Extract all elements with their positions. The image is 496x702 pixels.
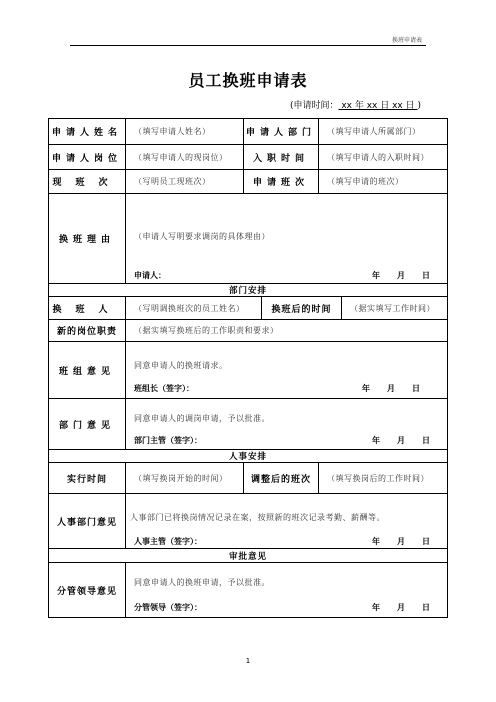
- row-dept-opinion: [49, 399, 447, 450]
- section-title-dept: 部门安排: [228, 286, 267, 296]
- date-suffix: ): [417, 101, 421, 111]
- label-hire-date: 入职时间: [244, 145, 319, 169]
- hr-manager-signature: 人事主管（签字）：: [134, 537, 202, 546]
- label-reason: 换班理由: [49, 194, 126, 283]
- day-label: 日: [422, 436, 430, 445]
- day-label: 日: [422, 537, 430, 546]
- shift-change-form: [48, 118, 448, 618]
- hr-opinion-date: [372, 536, 447, 547]
- field-team-opinion[interactable]: [126, 342, 447, 398]
- row-applicant-name: [49, 119, 447, 145]
- day-label: 日: [422, 603, 430, 612]
- field-applicant-dept[interactable]: （填写申请人所属部门）: [327, 127, 421, 136]
- row-reason: [49, 194, 447, 284]
- month-label: 月: [397, 271, 405, 280]
- team-opinion-date: [362, 383, 437, 394]
- day-label: 日: [412, 384, 420, 393]
- leader-opinion-date: [372, 602, 447, 613]
- team-leader-signature: 班组长（签字）：: [134, 384, 194, 393]
- label-requested-shift: 申请班次: [244, 170, 319, 193]
- field-requested-shift[interactable]: （填写申请的班次）: [327, 177, 404, 186]
- year-label: 年: [362, 384, 370, 393]
- field-dept-opinion[interactable]: [126, 399, 447, 449]
- applicant-signature: 申请人：: [134, 271, 166, 280]
- field-hr-opinion[interactable]: [126, 494, 447, 548]
- label-current-shift: 现班次: [49, 170, 126, 193]
- label-hr-opinion: 人事部门意见: [49, 494, 126, 548]
- row-leader-opinion: [49, 563, 447, 617]
- field-hire-date[interactable]: （填写申请人的入职时间）: [327, 152, 429, 162]
- field-effective-time[interactable]: （填写换岗开始的时间）: [126, 463, 244, 493]
- month-label: 月: [397, 436, 405, 445]
- field-adjusted-shift[interactable]: （填写换岗后的工作时间）: [327, 473, 429, 483]
- label-applicant-position: 申请人岗位: [49, 145, 126, 169]
- row-hr-opinion: [49, 494, 447, 549]
- row-applicant-position: [49, 145, 447, 170]
- date-prefix: (申请时间：: [289, 101, 339, 111]
- hr-opinion-text: 人事部门已将换岗情况记录在案，按照新的班次记录考勤、薪酬等。: [130, 513, 385, 522]
- field-applicant-position[interactable]: （填写申请人的现岗位）: [126, 145, 244, 169]
- label-new-duties: 新的岗位职责: [49, 320, 126, 341]
- year-label: 年: [372, 537, 380, 546]
- year-label: 年: [372, 271, 380, 280]
- label-leader-opinion: 分管领导意见: [49, 563, 126, 617]
- label-applicant-dept: 申请人部门: [244, 119, 319, 144]
- row-swap-person: [49, 297, 447, 320]
- reason-text: （申请人写明要求调岗的具体理由）: [134, 232, 270, 241]
- dept-manager-signature: 部门主管（签字）：: [134, 436, 202, 445]
- page-number: 1: [245, 657, 251, 665]
- year-label: 年: [372, 603, 380, 612]
- label-applicant-name: 申请人姓名: [49, 119, 126, 144]
- field-applicant-name[interactable]: （填写申请人姓名）: [126, 119, 244, 144]
- application-date: [290, 98, 421, 111]
- label-effective-time: 实行时间: [49, 463, 126, 493]
- date-value[interactable]: xx 年 xx 日 xx 日: [338, 101, 418, 111]
- label-team-opinion: 班组意见: [49, 342, 126, 398]
- running-header: 换班申请表: [391, 37, 422, 44]
- label-dept-opinion: 部门意见: [49, 399, 126, 449]
- reason-date: [372, 270, 447, 281]
- month-label: 月: [387, 384, 395, 393]
- field-swap-person[interactable]: （写明调换班次的员工姓名）: [126, 297, 262, 319]
- leader-signature: 分管领导（签字）：: [134, 603, 202, 612]
- month-label: 月: [397, 603, 405, 612]
- field-reason[interactable]: [126, 194, 447, 283]
- leader-opinion-text: 同意申请人的换班申请，予以批准。: [134, 578, 270, 587]
- label-new-time: 换班后的时间: [262, 297, 342, 319]
- section-approval: [49, 549, 447, 563]
- page-title: 员工换班申请表: [188, 71, 308, 90]
- field-leader-opinion[interactable]: [126, 563, 447, 617]
- section-dept-arrangement: [49, 284, 447, 297]
- header-rule: [70, 45, 426, 46]
- row-new-duties: [49, 320, 447, 342]
- dept-opinion-date: [372, 435, 447, 446]
- label-swap-person: 换班人: [49, 297, 126, 319]
- year-label: 年: [372, 436, 380, 445]
- section-hr-arrangement: [49, 450, 447, 463]
- field-new-duties[interactable]: （据实填写换班后的工作职责和要求）: [134, 326, 279, 335]
- field-current-shift[interactable]: （写明员工现班次）: [126, 170, 244, 193]
- section-title-approval: 审批意见: [228, 551, 267, 562]
- label-adjusted-shift: 调整后的班次: [244, 463, 319, 493]
- row-team-opinion: [49, 342, 447, 399]
- day-label: 日: [422, 271, 430, 280]
- row-current-shift: [49, 170, 447, 194]
- month-label: 月: [397, 537, 405, 546]
- team-opinion-text: 同意申请人的换班请求。: [134, 361, 228, 370]
- row-effective-time: [49, 463, 447, 494]
- field-new-time[interactable]: （据实填写工作时间）: [350, 303, 435, 313]
- dept-opinion-text: 同意申请人的调岗申请，予以批准。: [134, 414, 270, 423]
- section-title-hr: 人事安排: [228, 452, 267, 462]
